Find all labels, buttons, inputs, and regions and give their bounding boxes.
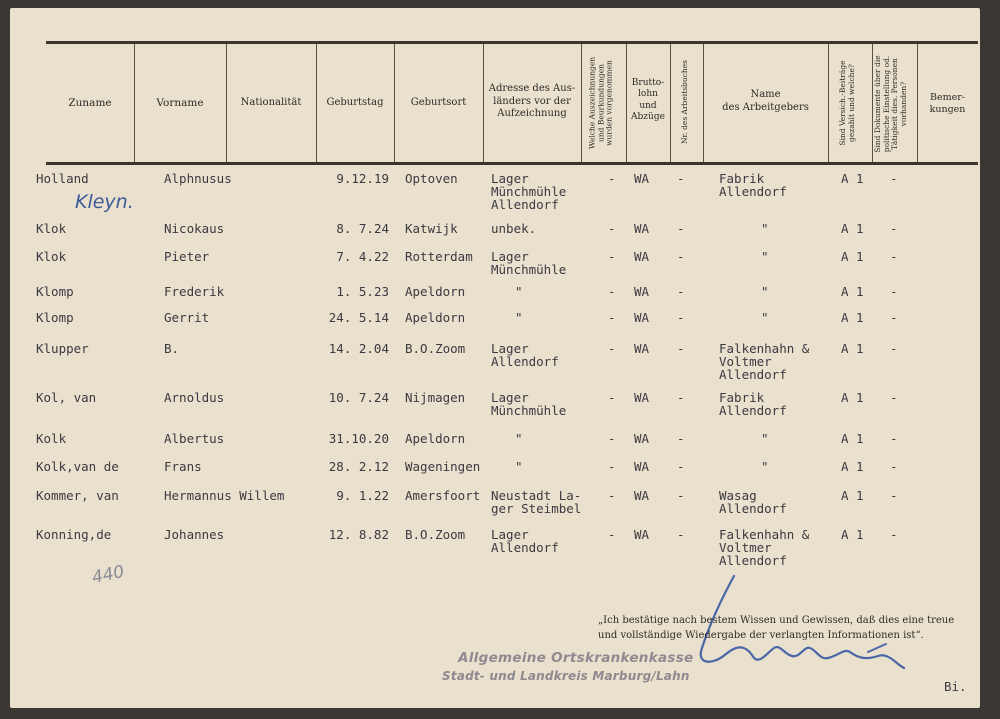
arbeitsbuch-cell: - xyxy=(677,459,685,474)
header-adresse: Adresse des Aus- länders vor der Aufzeichnung xyxy=(488,83,576,119)
zuname-cell: Kolk,van de xyxy=(36,459,119,474)
adresse-cell: unbek. xyxy=(491,221,537,236)
dokumente-cell: - xyxy=(890,527,898,542)
geburtsort-cell: Optoven xyxy=(405,171,458,186)
geburtstag-cell: 7. 4.22 xyxy=(336,249,389,264)
brutto-cell: WA xyxy=(634,284,650,299)
arbeitgeber-cell: " xyxy=(761,431,769,446)
arbeitgeber-cell: Wasag Allendorf xyxy=(719,488,787,516)
zuname-cell: Klok xyxy=(36,249,67,264)
dokumente-cell: - xyxy=(890,390,898,405)
arbeitgeber-cell: Falkenhahn & Voltmer Allendorf xyxy=(719,527,810,568)
vorname-cell: Hermannus Willem xyxy=(164,488,285,503)
adresse-cell: Lager Allendorf xyxy=(491,341,559,369)
geburtstag-cell: 9.12.19 xyxy=(336,171,389,186)
adresse-cell: Lager Münchmühle xyxy=(491,390,567,418)
header-auszeichnungen: Welche Auszeichnungen und Beurkundungen wurden vorgenommen xyxy=(587,56,614,150)
geburtsort-cell: B.O.Zoom xyxy=(405,341,466,356)
auszeichnung-cell: - xyxy=(608,221,616,236)
dokumente-cell: - xyxy=(890,341,898,356)
confirmation-statement: „Ich bestätige nach bestem Wissen und Gewissen, daß dies eine treue und vollständige Wiedergabe der verlangten Informationen ist“. xyxy=(598,615,955,641)
header-vorname: Vorname xyxy=(156,97,204,109)
arbeitsbuch-cell: - xyxy=(677,249,685,264)
arbeitsbuch-cell: - xyxy=(677,390,685,405)
header-zuname: Zuname xyxy=(68,97,112,109)
stamp-line-2: Stadt- und Landkreis Marburg/Lahn xyxy=(442,669,690,683)
geburtsort-cell: Apeldorn xyxy=(405,310,466,325)
arbeitsbuch-cell: - xyxy=(677,341,685,356)
dokumente-cell: - xyxy=(890,459,898,474)
adresse-cell: Neustadt La- ger Steimbel xyxy=(491,488,582,516)
versich-cell: A 1 xyxy=(841,310,864,325)
header-arbeitsbuches: Nr. des Arbeitsbuches xyxy=(680,59,689,145)
handwritten-number: 440 xyxy=(90,561,127,589)
versich-cell: A 1 xyxy=(841,431,864,446)
geburtstag-cell: 31.10.20 xyxy=(328,431,389,446)
vorname-cell: Nicokaus xyxy=(164,221,225,236)
arbeitgeber-cell: " xyxy=(761,249,769,264)
col-divider xyxy=(670,44,671,162)
header-brutto: Brutto- lohn und Abzüge xyxy=(631,78,665,122)
record-card xyxy=(10,8,980,708)
dokumente-cell: - xyxy=(890,310,898,325)
arbeitsbuch-cell: - xyxy=(677,310,685,325)
zuname-cell: Klomp xyxy=(36,310,74,325)
zuname-cell: Klok xyxy=(36,221,67,236)
geburtsort-cell: Rotterdam xyxy=(405,249,473,264)
geburtstag-cell: 1. 5.23 xyxy=(336,284,389,299)
footer-code: Bi. xyxy=(944,679,967,694)
versich-cell: A 1 xyxy=(841,459,864,474)
geburtsort-cell: Amersfoort xyxy=(405,488,481,503)
auszeichnung-cell: - xyxy=(608,171,616,186)
adresse-cell: Lager Münchmühle xyxy=(491,249,567,277)
zuname-cell: Klomp xyxy=(36,284,74,299)
top-rule xyxy=(46,41,978,44)
auszeichnung-cell: - xyxy=(608,527,616,542)
geburtstag-cell: 12. 8.82 xyxy=(328,527,389,542)
geburtsort-cell: B.O.Zoom xyxy=(405,527,466,542)
arbeitsbuch-cell: - xyxy=(677,284,685,299)
arbeitsbuch-cell: - xyxy=(677,527,685,542)
vorname-cell: Arnoldus xyxy=(164,390,225,405)
header-bemerkungen: Bemer- kungen xyxy=(929,92,966,115)
versich-cell: A 1 xyxy=(841,341,864,356)
arbeitsbuch-cell: - xyxy=(677,431,685,446)
arbeitsbuch-cell: - xyxy=(677,171,685,186)
header-arbeitgeber: Name des Arbeitgebers xyxy=(722,89,809,113)
arbeitgeber-cell: Fabrik Allendorf xyxy=(719,390,787,418)
geburtstag-cell: 28. 2.12 xyxy=(328,459,389,474)
geburtsort-cell: Apeldorn xyxy=(405,431,466,446)
header-bottom-rule xyxy=(46,162,978,165)
dokumente-cell: - xyxy=(890,221,898,236)
arbeitsbuch-cell: - xyxy=(677,221,685,236)
auszeichnung-cell: - xyxy=(608,431,616,446)
adresse-cell: Lager Münchmühle Allendorf xyxy=(491,171,567,212)
vorname-cell: Pieter xyxy=(164,249,210,264)
brutto-cell: WA xyxy=(634,488,650,503)
dokumente-cell: - xyxy=(890,249,898,264)
arbeitgeber-cell: " xyxy=(761,459,769,474)
adresse-cell: " xyxy=(515,284,523,299)
geburtsort-cell: Nijmagen xyxy=(405,390,466,405)
zuname-cell: Klupper xyxy=(36,341,89,356)
vorname-cell: Johannes xyxy=(164,527,225,542)
vorname-cell: Alphnusus xyxy=(164,171,232,186)
stamp-line-1: Allgemeine Ortskrankenkasse xyxy=(458,650,694,666)
geburtstag-cell: 8. 7.24 xyxy=(336,221,389,236)
vorname-cell: B. xyxy=(164,341,180,356)
arbeitsbuch-cell: - xyxy=(677,488,685,503)
auszeichnung-cell: - xyxy=(608,390,616,405)
auszeichnung-cell: - xyxy=(608,459,616,474)
geburtsort-cell: Wageningen xyxy=(405,459,481,474)
zuname-cell: Kol, van xyxy=(36,390,97,405)
header-versich: Sind Versich.-Beiträge gezahlt und welche? xyxy=(838,60,856,146)
header-nationalitaet: Nationalität xyxy=(240,97,302,108)
versich-cell: A 1 xyxy=(841,527,864,542)
vorname-cell: Gerrit xyxy=(164,310,210,325)
zuname-cell: Kolk xyxy=(36,431,67,446)
dokumente-cell: - xyxy=(890,488,898,503)
versich-cell: A 1 xyxy=(841,390,864,405)
zuname-cell: Kommer, van xyxy=(36,488,119,503)
col-divider xyxy=(581,44,582,162)
auszeichnung-cell: - xyxy=(608,284,616,299)
versich-cell: A 1 xyxy=(841,284,864,299)
brutto-cell: WA xyxy=(634,431,650,446)
header-dokumente: Sind Dokumente über die politische Einstellung od. Tätigkeit dies. Personen vorhanden? xyxy=(873,55,908,153)
adresse-cell: " xyxy=(515,431,523,446)
vorname-cell: Albertus xyxy=(164,431,225,446)
geburtsort-cell: Apeldorn xyxy=(405,284,466,299)
versich-cell: A 1 xyxy=(841,249,864,264)
arbeitgeber-cell: Fabrik Allendorf xyxy=(719,171,787,199)
zuname-cell: Konning,de xyxy=(36,527,112,542)
dokumente-cell: - xyxy=(890,284,898,299)
brutto-cell: WA xyxy=(634,390,650,405)
arbeitgeber-cell: " xyxy=(761,284,769,299)
vorname-cell: Frederik xyxy=(164,284,225,299)
brutto-cell: WA xyxy=(634,249,650,264)
brutto-cell: WA xyxy=(634,221,650,236)
brutto-cell: WA xyxy=(634,527,650,542)
auszeichnung-cell: - xyxy=(608,488,616,503)
dokumente-cell: - xyxy=(890,431,898,446)
arbeitgeber-cell: " xyxy=(761,310,769,325)
brutto-cell: WA xyxy=(634,171,650,186)
adresse-cell: " xyxy=(515,459,523,474)
brutto-cell: WA xyxy=(634,459,650,474)
col-divider xyxy=(828,44,829,162)
vorname-cell: Frans xyxy=(164,459,202,474)
arbeitgeber-cell: Falkenhahn & Voltmer Allendorf xyxy=(719,341,810,382)
adresse-cell: " xyxy=(515,310,523,325)
geburtsort-cell: Katwijk xyxy=(405,221,458,236)
versich-cell: A 1 xyxy=(841,488,864,503)
geburtstag-cell: 10. 7.24 xyxy=(328,390,389,405)
handwritten-name-kleyn: Kleyn. xyxy=(75,191,134,213)
auszeichnung-cell: - xyxy=(608,310,616,325)
geburtstag-cell: 14. 2.04 xyxy=(328,341,389,356)
arbeitgeber-cell: " xyxy=(761,221,769,236)
versich-cell: A 1 xyxy=(841,221,864,236)
geburtstag-cell: 9. 1.22 xyxy=(336,488,389,503)
geburtstag-cell: 24. 5.14 xyxy=(328,310,389,325)
header-geburtstag: Geburtstag xyxy=(326,97,384,108)
dokumente-cell: - xyxy=(890,171,898,186)
auszeichnung-cell: - xyxy=(608,341,616,356)
zuname-cell: Holland xyxy=(36,171,89,186)
versich-cell: A 1 xyxy=(841,171,864,186)
brutto-cell: WA xyxy=(634,310,650,325)
header-geburtsort: Geburtsort xyxy=(410,97,467,108)
adresse-cell: Lager Allendorf xyxy=(491,527,559,555)
brutto-cell: WA xyxy=(634,341,650,356)
auszeichnung-cell: - xyxy=(608,249,616,264)
